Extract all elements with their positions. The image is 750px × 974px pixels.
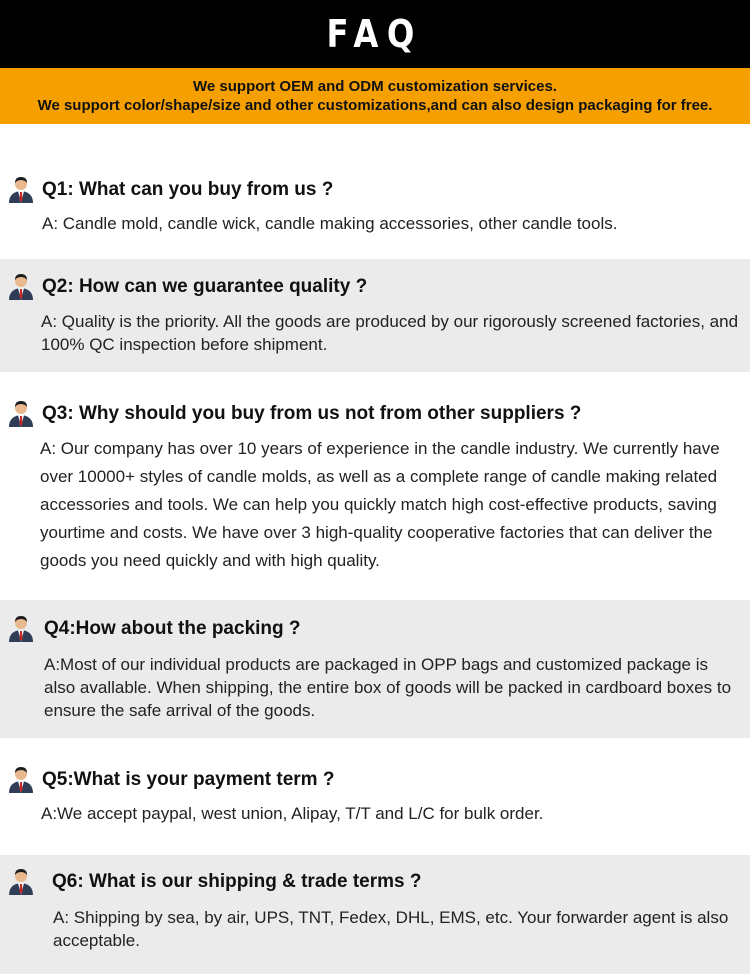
faq-item-1 <box>0 160 750 255</box>
faq-question-row <box>8 400 581 428</box>
faq-question-row <box>8 273 367 301</box>
faq-answer: A:Most of our individual products are packaged in OPP bags and customized package is also avallable. When shipping, the entire box of goods will be packed in cardboard boxes to ensure the safe arrival of the goods. <box>44 655 732 720</box>
faq-answer: A: Candle mold, candle wick, candle making accessories, other candle tools. <box>42 214 618 233</box>
faq-question: Q4:How about the packing ? <box>44 618 301 639</box>
faq-answer: A: Shipping by sea, by air, UPS, TNT, Fedex, DHL, EMS, etc. Your forwarder agent is also acceptable. <box>53 908 729 950</box>
faq-question-row <box>8 615 301 643</box>
businessman-avatar-icon <box>8 766 34 794</box>
faq-item-6 <box>0 855 750 974</box>
page-title: FAQ <box>326 12 424 56</box>
faq-question-row <box>8 176 333 204</box>
customization-banner <box>0 68 750 124</box>
faq-question: Q3: Why should you buy from us not from other suppliers ? <box>42 403 582 424</box>
banner-line-1: We support OEM and ODM customization services. <box>193 78 557 95</box>
banner-line-2: We support color/shape/size and other customizations,and can also design packaging for free. <box>37 97 713 114</box>
faq-answer: A:We accept paypal, west union, Alipay, T/T and L/C for bulk order. <box>41 804 544 823</box>
businessman-avatar-icon <box>8 273 34 301</box>
faq-item-4 <box>0 600 750 738</box>
businessman-avatar-icon <box>8 615 34 643</box>
faq-question: Q5:What is your payment term ? <box>42 769 335 790</box>
faq-answer: A: Quality is the priority. All the goods are produced by our rigorously screened factories, and 100% QC inspection before shipment. <box>41 312 739 354</box>
faq-question: Q6: What is our shipping & trade terms ? <box>52 871 422 892</box>
faq-answer: A: Our company has over 10 years of experience in the candle industry. We currently have over 10000+ styles of candle molds, as well as a complete range of candle making related accessories and tools. We can help you quickly match high cost-effective products, saving yourtime and costs. We have over 3 high-quality cooperative factories that can deliver the goods you need quickly and with high quality. <box>40 439 720 570</box>
businessman-avatar-icon <box>8 176 34 204</box>
faq-item-5 <box>0 745 750 845</box>
faq-item-3 <box>0 382 750 594</box>
businessman-avatar-icon <box>8 868 34 896</box>
faq-question: Q1: What can you buy from us ? <box>42 179 334 200</box>
faq-item-2 <box>0 259 750 372</box>
faq-header <box>0 0 750 68</box>
businessman-avatar-icon <box>8 400 34 428</box>
faq-question-row <box>8 868 421 896</box>
faq-question-row <box>8 766 334 794</box>
faq-question: Q2: How can we guarantee quality ? <box>42 276 368 297</box>
